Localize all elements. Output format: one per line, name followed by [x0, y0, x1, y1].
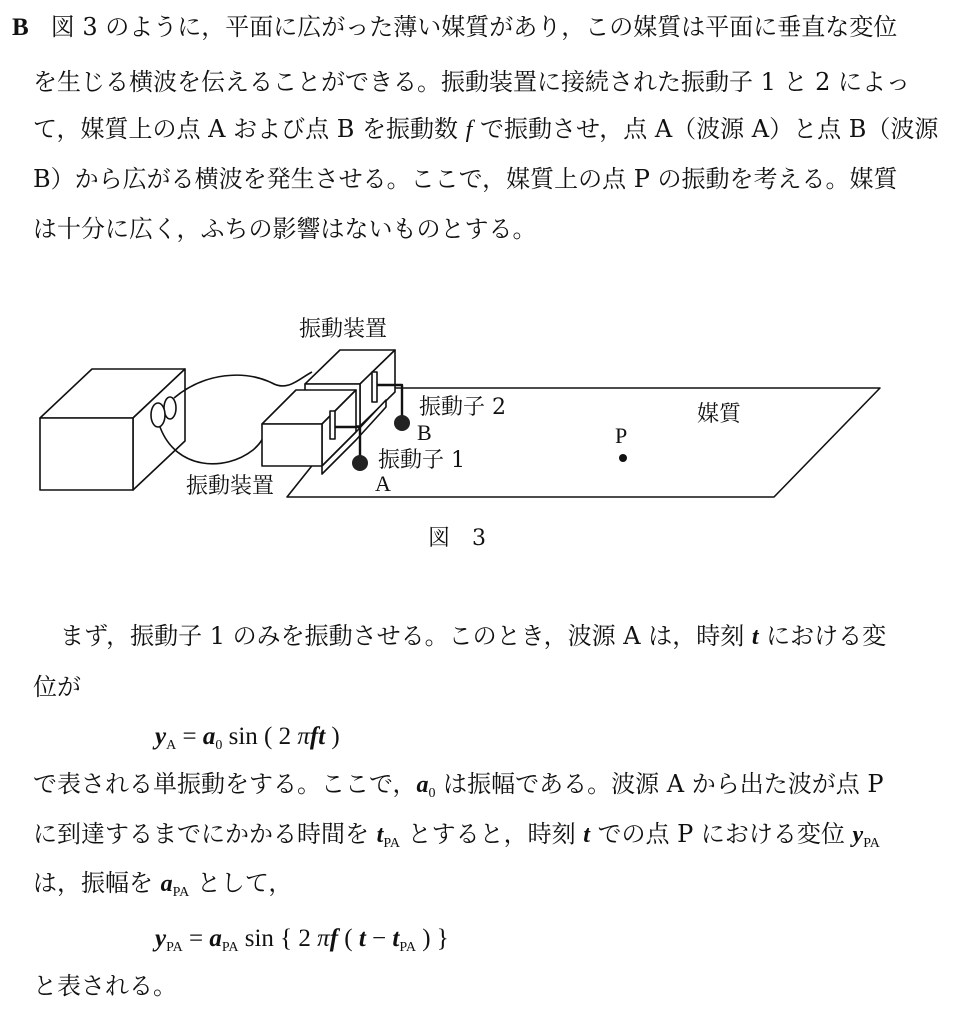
intro-text-3b: で振動させ，点 A（波源 A）と点 B（波源 — [472, 115, 939, 143]
intro-line-1 — [12, 10, 897, 45]
left-box — [40, 369, 185, 490]
intro-line-5 — [33, 212, 537, 246]
section-label: B — [12, 14, 29, 41]
body-text-1a: まず，振動子 1 のみを振動させる。このとき，波源 A は，時刻 — [60, 622, 752, 650]
point-b-label: B — [417, 420, 432, 445]
connector-cylinder — [151, 403, 165, 427]
vibrator-2-label: 振動子 2 — [419, 395, 506, 420]
vibrator-2-tip — [394, 415, 410, 431]
vibrator-1-tip — [352, 455, 368, 471]
intro-line-3 — [33, 112, 938, 147]
body-line-4: に到達するまでにかかる時間を $t_{PA}$ とすると，時刻 t での点 P における変位 $y_{PA}$ — [33, 820, 880, 851]
intro-text-2: を生じる横波を伝えることができる。振動装置に接続された振動子 1 と 2 によっ — [33, 68, 911, 96]
vibrator-1-label: 振動子 1 — [378, 448, 465, 473]
device-top-label: 振動装置 — [299, 317, 388, 342]
intro-text-1: 図 3 のように，平面に広がった薄い媒質があり，この媒質は平面に垂直な変位 — [50, 13, 898, 41]
point-p-label: P — [615, 423, 628, 448]
equation-2: $y_{PA} = a_{PA}$ sin { 2 πf ( $t - t_{PA}$ ) } — [155, 925, 449, 955]
body-text-2: 位が — [33, 673, 81, 701]
body-line-1 — [60, 619, 886, 654]
body-line-6: と表される。 — [33, 972, 177, 1000]
body-line-3: で表される単振動をする。ここで，$a_0$ は振幅である。波源 A から出た波が点 P — [33, 770, 884, 801]
intro-text-3a: て，媒質上の点 A および点 B を振動数 — [33, 115, 466, 143]
point-p-dot — [619, 454, 627, 462]
device-bottom-label: 振動装置 — [186, 474, 275, 499]
intro-line-4 — [33, 162, 898, 196]
time-symbol: t — [751, 624, 759, 650]
figure-caption: 図 3 — [428, 526, 486, 551]
connector-cylinder-back — [164, 397, 176, 419]
intro-text-4: B）から広がる横波を発生させる。ここで，媒質上の点 P の振動を考える。媒質 — [33, 165, 898, 193]
body-line-5: は，振幅を $a_{PA}$ として， — [33, 869, 293, 900]
body-line-2 — [33, 670, 81, 704]
equation-1: $y_A = a_0$ sin ( 2 πft ) — [155, 723, 340, 753]
figure-3 — [0, 300, 958, 570]
body-text-1b: における変 — [758, 622, 887, 650]
intro-text-5: は十分に広く，ふちの影響はないものとする。 — [33, 215, 537, 243]
medium-label: 媒質 — [697, 402, 742, 427]
frequency-symbol: f — [465, 117, 473, 143]
point-a-label: A — [375, 471, 391, 496]
intro-line-2 — [33, 65, 910, 99]
